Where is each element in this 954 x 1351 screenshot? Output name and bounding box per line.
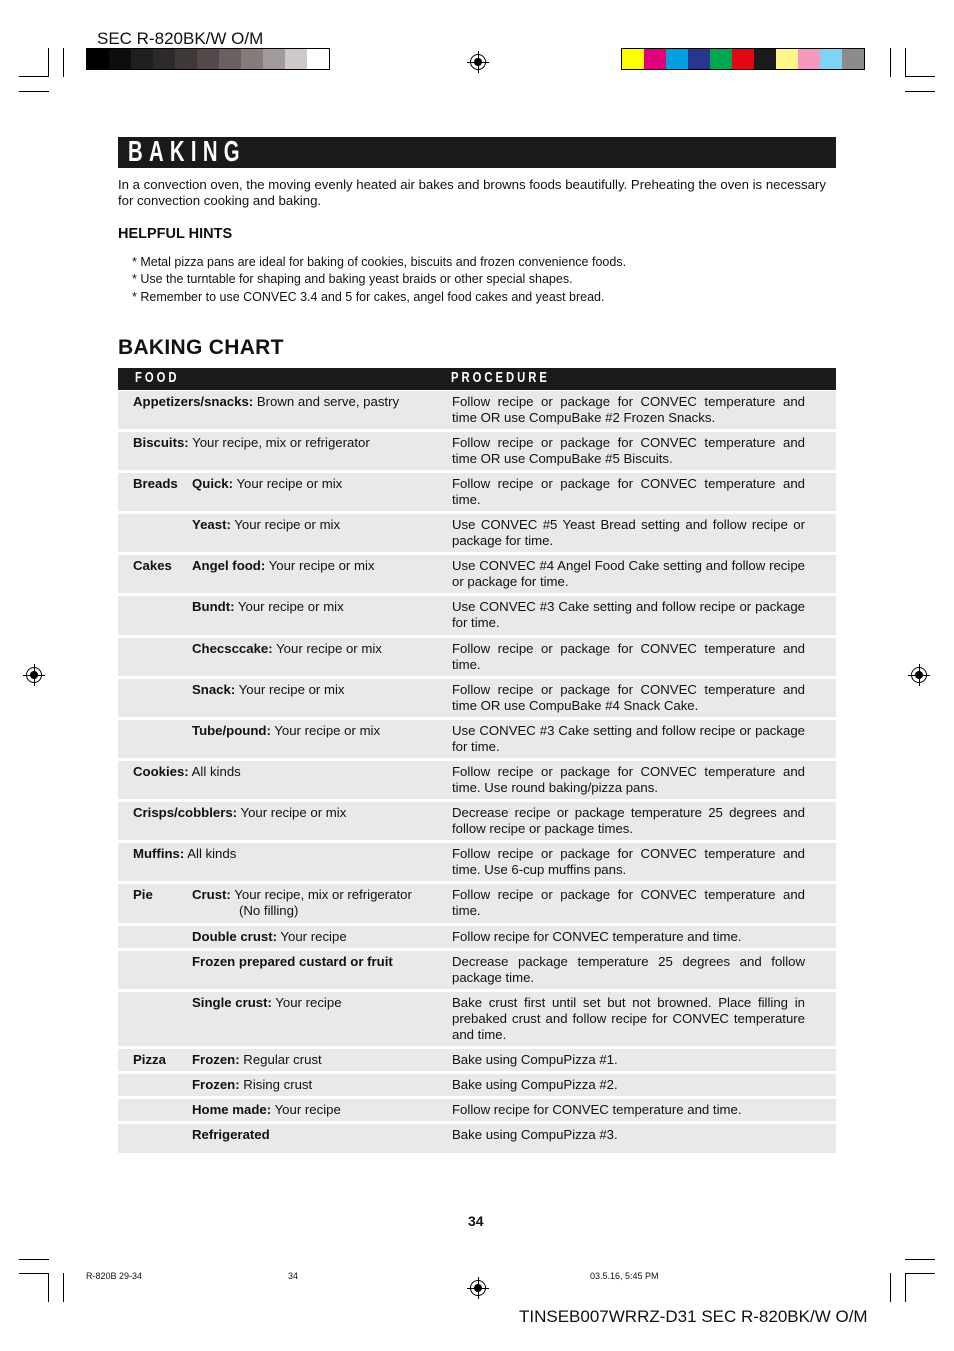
food-description: Your recipe or mix xyxy=(230,517,341,532)
crop-mark xyxy=(19,91,49,92)
procedure-column-header: PROCEDURE xyxy=(451,369,550,386)
color-swatch xyxy=(820,49,842,69)
grayscale-swatch xyxy=(219,49,241,69)
table-row xyxy=(118,884,836,923)
food-label: Checsccake: xyxy=(192,641,273,656)
food-label: Snack: xyxy=(192,682,236,697)
table-row xyxy=(118,802,836,840)
grayscale-swatch xyxy=(197,49,219,69)
table-row xyxy=(118,1049,836,1071)
grayscale-swatch xyxy=(87,49,109,69)
crop-mark xyxy=(905,48,906,77)
food-column-header: FOOD xyxy=(135,369,180,386)
chart-heading: BAKING CHART xyxy=(118,336,284,359)
color-swatch xyxy=(710,49,732,69)
food-description: Your recipe, mix or refrigerator xyxy=(230,887,412,902)
crop-mark xyxy=(19,1259,49,1260)
food-description: Regular crust xyxy=(239,1052,322,1067)
food-description: Rising crust xyxy=(239,1077,313,1092)
color-swatch xyxy=(732,49,754,69)
food-label: Crust: xyxy=(192,887,231,902)
section-banner xyxy=(118,137,836,168)
procedure-cell: Follow recipe or package for CONVEC temperature and time. xyxy=(452,641,805,672)
procedure-cell: Follow recipe for CONVEC temperature and time. xyxy=(452,1102,742,1117)
food-description: Your recipe or mix xyxy=(234,599,344,614)
food-category: Pizza xyxy=(133,1052,166,1067)
color-swatch xyxy=(644,49,666,69)
food-label: Angel food: xyxy=(192,558,266,573)
procedure-cell: Bake using CompuPizza #3. xyxy=(452,1127,618,1142)
crop-mark xyxy=(905,1259,935,1260)
footer-timestamp: 03.5.16, 5:45 PM xyxy=(590,1271,659,1281)
hint-item: * Use the turntable for shaping and baking yeast braids or other special shapes. xyxy=(132,272,573,286)
crop-mark xyxy=(905,91,935,92)
footer-file: R-820B 29-34 xyxy=(86,1271,143,1281)
crop-mark xyxy=(905,1273,935,1274)
procedure-cell: Use CONVEC #5 Yeast Bread setting and follow recipe or package for time. xyxy=(452,517,805,548)
grayscale-swatch xyxy=(263,49,285,69)
color-swatch xyxy=(754,49,776,69)
table-row xyxy=(118,638,836,676)
food-label: Single crust: xyxy=(192,995,272,1010)
procedure-cell: Follow recipe or package for CONVEC temperature and time OR use CompuBake #4 Snack Cake. xyxy=(452,682,805,713)
food-description: Your recipe, mix or refrigerator xyxy=(188,435,370,450)
food-description: Your recipe or mix xyxy=(237,805,347,820)
table-row xyxy=(118,432,836,470)
intro-paragraph: In a convection oven, the moving evenly heated air bakes and browns foods beautifully. Preheating the oven is necessary for convection cooking and baking. xyxy=(118,177,826,208)
food-label: Appetizers/snacks: xyxy=(133,394,254,409)
grayscale-swatch xyxy=(131,49,153,69)
food-description: Your recipe or mix xyxy=(265,558,375,573)
table-row xyxy=(118,720,836,758)
table-row xyxy=(118,992,836,1046)
food-description: All kinds xyxy=(188,764,241,779)
table-row xyxy=(118,926,836,948)
procedure-cell: Use CONVEC #3 Cake setting and follow recipe or package for time. xyxy=(452,599,805,630)
food-cell xyxy=(133,435,443,451)
food-category: Cakes xyxy=(133,558,172,573)
food-description: Your recipe xyxy=(271,995,342,1010)
crop-mark xyxy=(19,1273,49,1274)
procedure-cell: Bake using CompuPizza #2. xyxy=(452,1077,618,1092)
procedure-cell: Use CONVEC #3 Cake setting and follow recipe or package for time. xyxy=(452,723,805,754)
crop-mark xyxy=(48,1273,49,1302)
hint-item: * Metal pizza pans are ideal for baking of cookies, biscuits and frozen convenience foods. xyxy=(132,255,627,269)
food-cell xyxy=(133,764,443,780)
chart-header-row xyxy=(118,368,836,390)
grayscale-swatch xyxy=(109,49,131,69)
food-description: Your recipe xyxy=(277,929,347,944)
food-note: (No filling) xyxy=(239,903,299,918)
food-label: Double crust: xyxy=(192,929,277,944)
grayscale-swatch xyxy=(175,49,197,69)
food-label: Quick: xyxy=(192,476,234,491)
food-category: Pie xyxy=(133,887,153,902)
food-label: Muffins: xyxy=(133,846,185,861)
procedure-cell: Follow recipe or package for CONVEC temperature and time. Use 6-cup muffins pans. xyxy=(452,846,805,877)
food-label: Cookies: xyxy=(133,764,189,779)
food-label: Yeast: xyxy=(192,517,231,532)
procedure-cell: Follow recipe or package for CONVEC temperature and time OR use CompuBake #5 Biscuits. xyxy=(452,435,805,466)
food-description: Brown and serve, pastry xyxy=(253,394,400,409)
procedure-cell: Use CONVEC #4 Angel Food Cake setting and follow recipe or package for time. xyxy=(452,558,805,589)
registration-mark-icon xyxy=(23,664,45,686)
table-row xyxy=(118,596,836,635)
procedure-cell: Follow recipe or package for CONVEC temperature and time. xyxy=(452,887,805,918)
crop-mark xyxy=(63,1273,64,1302)
color-swatch xyxy=(842,49,864,69)
food-category: Breads xyxy=(133,476,178,491)
table-row xyxy=(118,473,836,511)
color-swatch xyxy=(798,49,820,69)
footer-page: 34 xyxy=(288,1271,299,1281)
food-description: Your recipe or mix xyxy=(233,476,343,491)
procedure-cell: Bake using CompuPizza #1. xyxy=(452,1052,618,1067)
crop-mark xyxy=(890,1273,891,1302)
food-label: Biscuits: xyxy=(133,435,189,450)
color-swatch xyxy=(688,49,710,69)
procedure-cell: Follow recipe or package for CONVEC temperature and time OR use CompuBake #2 Frozen Snacks. xyxy=(452,394,805,425)
hint-item: * Remember to use CONVEC 3.4 and 5 for cakes, angel food cakes and yeast bread. xyxy=(132,290,605,304)
registration-mark-icon xyxy=(467,51,489,73)
procedure-cell: Decrease recipe or package temperature 25 degrees and follow recipe or package times. xyxy=(452,805,805,836)
table-row xyxy=(118,1074,836,1096)
table-row xyxy=(118,1124,836,1153)
table-row xyxy=(118,679,836,717)
food-cell xyxy=(133,846,443,862)
table-row xyxy=(118,843,836,881)
grayscale-bar xyxy=(86,48,330,70)
food-description: Your recipe or mix xyxy=(235,682,345,697)
color-swatch xyxy=(622,49,644,69)
table-row xyxy=(118,761,836,799)
food-description: Your recipe or mix xyxy=(270,723,381,738)
registration-mark-icon xyxy=(467,1277,489,1299)
grayscale-swatch xyxy=(241,49,263,69)
grayscale-swatch xyxy=(285,49,307,69)
procedure-cell: Follow recipe or package for CONVEC temperature and time. xyxy=(452,476,805,507)
crop-mark xyxy=(905,76,935,77)
crop-mark xyxy=(19,76,49,77)
color-swatch xyxy=(776,49,798,69)
crop-mark xyxy=(63,48,64,77)
food-description: Your recipe xyxy=(271,1102,341,1117)
section-title: BAKING xyxy=(128,136,246,168)
grayscale-swatch xyxy=(153,49,175,69)
food-label: Tube/pound: xyxy=(192,723,271,738)
food-label: Frozen: xyxy=(192,1052,240,1067)
table-row xyxy=(118,1099,836,1121)
color-swatch xyxy=(666,49,688,69)
procedure-cell: Decrease package temperature 25 degrees and follow package time. xyxy=(452,954,805,985)
crop-mark xyxy=(905,1273,906,1302)
footer-document-code: TINSEB007WRRZ-D31 SEC R-820BK/W O/M xyxy=(519,1307,868,1326)
procedure-cell: Follow recipe for CONVEC temperature and time. xyxy=(452,929,742,944)
food-label: Refrigerated xyxy=(192,1127,270,1142)
page-number: 34 xyxy=(468,1213,484,1229)
grayscale-swatch xyxy=(307,49,329,69)
food-label: Frozen prepared custard or fruit xyxy=(192,954,393,969)
food-label: Home made: xyxy=(192,1102,272,1117)
document-code-header: SEC R-820BK/W O/M xyxy=(97,29,264,48)
hints-heading: HELPFUL HINTS xyxy=(118,226,233,242)
procedure-cell: Follow recipe or package for CONVEC temperature and time. Use round baking/pizza pans. xyxy=(452,764,805,795)
table-row xyxy=(118,951,836,989)
food-label: Frozen: xyxy=(192,1077,240,1092)
table-row xyxy=(118,514,836,552)
food-cell xyxy=(133,805,443,821)
food-description: Your recipe or mix xyxy=(272,641,382,656)
food-description: All kinds xyxy=(184,846,237,861)
food-label: Bundt: xyxy=(192,599,235,614)
registration-mark-icon xyxy=(908,664,930,686)
table-row xyxy=(118,555,836,593)
food-cell xyxy=(133,394,443,410)
crop-mark xyxy=(890,48,891,77)
color-calibration-bar xyxy=(621,48,865,70)
food-label: Crisps/cobblers: xyxy=(133,805,238,820)
procedure-cell: Bake crust first until set but not browned. Place filling in prebaked crust and follow recipe for CONVEC temperature and time. xyxy=(452,995,805,1042)
table-row xyxy=(118,391,836,429)
crop-mark xyxy=(48,48,49,77)
